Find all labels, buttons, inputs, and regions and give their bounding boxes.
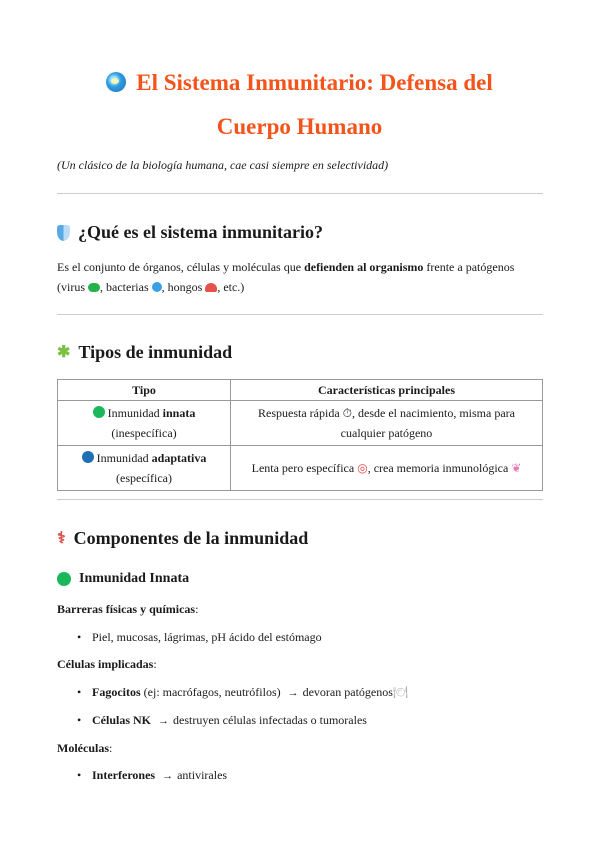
table-row bbox=[58, 446, 543, 491]
barriers-label: Barreras físicas y químicas: bbox=[57, 602, 199, 616]
definition-text-end: frente a patógenos bbox=[423, 260, 515, 274]
puzzle-icon: ✱ bbox=[57, 343, 71, 361]
divider bbox=[57, 314, 543, 315]
virus-icon bbox=[88, 283, 100, 292]
table-cell-desc bbox=[231, 401, 543, 446]
title-line-1 bbox=[0, 70, 599, 96]
label-text: Células implicadas bbox=[57, 657, 154, 671]
type-label: Inmunidad bbox=[96, 451, 152, 465]
divider bbox=[57, 499, 543, 500]
list-item-text: destruyen células infectadas o tumorales bbox=[173, 713, 367, 727]
list-item-text: (ej: macrófagos, neutrófilos) bbox=[140, 685, 284, 699]
desc-text: Respuesta rápida bbox=[258, 406, 343, 420]
list-item-text: devoran patógenos bbox=[302, 685, 393, 699]
blue-circle-icon bbox=[82, 451, 94, 463]
divider bbox=[57, 193, 543, 194]
table-cell-desc bbox=[231, 446, 543, 491]
section-heading-components bbox=[57, 528, 308, 549]
list-item-bold: Fagocitos bbox=[92, 685, 141, 699]
list-item bbox=[77, 768, 227, 783]
table-cell-type bbox=[58, 446, 231, 491]
type-label: Inmunidad bbox=[107, 406, 163, 420]
arrow-right-icon: → bbox=[287, 686, 299, 699]
desc-text: cualquier patógeno bbox=[340, 426, 433, 440]
dna-icon: ⚕ bbox=[57, 529, 66, 547]
bullet-icon: • bbox=[77, 713, 82, 727]
type-sub: (inespecífica) bbox=[111, 426, 177, 440]
desc-text: , desde el nacimiento, misma para bbox=[352, 406, 515, 420]
bullet-icon: • bbox=[77, 768, 82, 782]
table-row bbox=[58, 401, 543, 446]
bullet-icon: • bbox=[77, 630, 82, 644]
type-sub: (específica) bbox=[116, 471, 172, 485]
desc-text: Lenta pero específica bbox=[251, 461, 358, 475]
table-header: Tipo bbox=[58, 380, 231, 401]
subtitle: (Un clásico de la biología humana, cae casi siempre en selectividad) bbox=[57, 158, 389, 172]
bacteria-icon bbox=[152, 282, 162, 292]
list-item bbox=[77, 630, 322, 645]
green-circle-icon bbox=[93, 406, 105, 418]
table-header: Características principales bbox=[231, 380, 543, 401]
heading-text: Componentes de la inmunidad bbox=[73, 528, 309, 548]
brain-icon: ❦ bbox=[511, 461, 522, 475]
immunity-types-table bbox=[57, 379, 543, 491]
section-heading-types bbox=[57, 342, 232, 363]
mushroom-icon bbox=[205, 283, 217, 292]
table-cell-type bbox=[58, 401, 231, 446]
subsection-heading-innate bbox=[57, 571, 189, 587]
type-bold: innata bbox=[162, 406, 196, 420]
list-item bbox=[77, 685, 408, 700]
examples-bacteria: , bacterias bbox=[100, 280, 152, 294]
bullet-icon: • bbox=[77, 685, 82, 699]
definition-text: Es el conjunto de órganos, células y moléculas que bbox=[57, 260, 305, 274]
label-text: Barreras físicas y químicas bbox=[57, 602, 196, 616]
subheading-text: Inmunidad Innata bbox=[79, 571, 190, 586]
microbe-icon bbox=[106, 72, 126, 92]
molecules-label: Moléculas: bbox=[57, 741, 113, 755]
green-circle-icon bbox=[57, 572, 71, 586]
target-icon: ◎ bbox=[357, 461, 368, 475]
section-heading-what bbox=[57, 222, 323, 243]
list-item-bold: Interferones bbox=[92, 768, 156, 782]
title-text-1: El Sistema Inmunitario: Defensa del bbox=[136, 70, 493, 95]
list-item-bold: Células NK bbox=[92, 713, 152, 727]
examples-start: (virus bbox=[57, 280, 88, 294]
list-item-text: antivirales bbox=[177, 768, 228, 782]
definition-bold: defienden al organismo bbox=[304, 260, 424, 274]
table-header-row bbox=[58, 380, 543, 401]
label-text: Moléculas bbox=[57, 741, 109, 755]
desc-text: , crea memoria inmunológica bbox=[367, 461, 512, 475]
arrow-right-icon: → bbox=[158, 714, 170, 727]
heading-text: ¿Qué es el sistema inmunitario? bbox=[78, 222, 323, 242]
type-bold: adaptativa bbox=[151, 451, 207, 465]
examples-end: , etc.) bbox=[217, 280, 245, 294]
examples-fungi: , hongos bbox=[161, 280, 206, 294]
shield-icon bbox=[57, 225, 70, 241]
heading-text: Tipos de inmunidad bbox=[78, 342, 233, 362]
arrow-right-icon: → bbox=[162, 769, 174, 782]
stopwatch-icon: ⏱ bbox=[342, 406, 353, 420]
definition-paragraph bbox=[57, 257, 543, 297]
plate-icon: 🍽 bbox=[392, 685, 409, 699]
title-line-2: Cuerpo Humano bbox=[216, 114, 383, 139]
list-item bbox=[77, 713, 367, 728]
cells-label: Células implicadas: bbox=[57, 657, 157, 671]
list-item-text: Piel, mucosas, lágrimas, pH ácido del estómago bbox=[92, 630, 322, 644]
